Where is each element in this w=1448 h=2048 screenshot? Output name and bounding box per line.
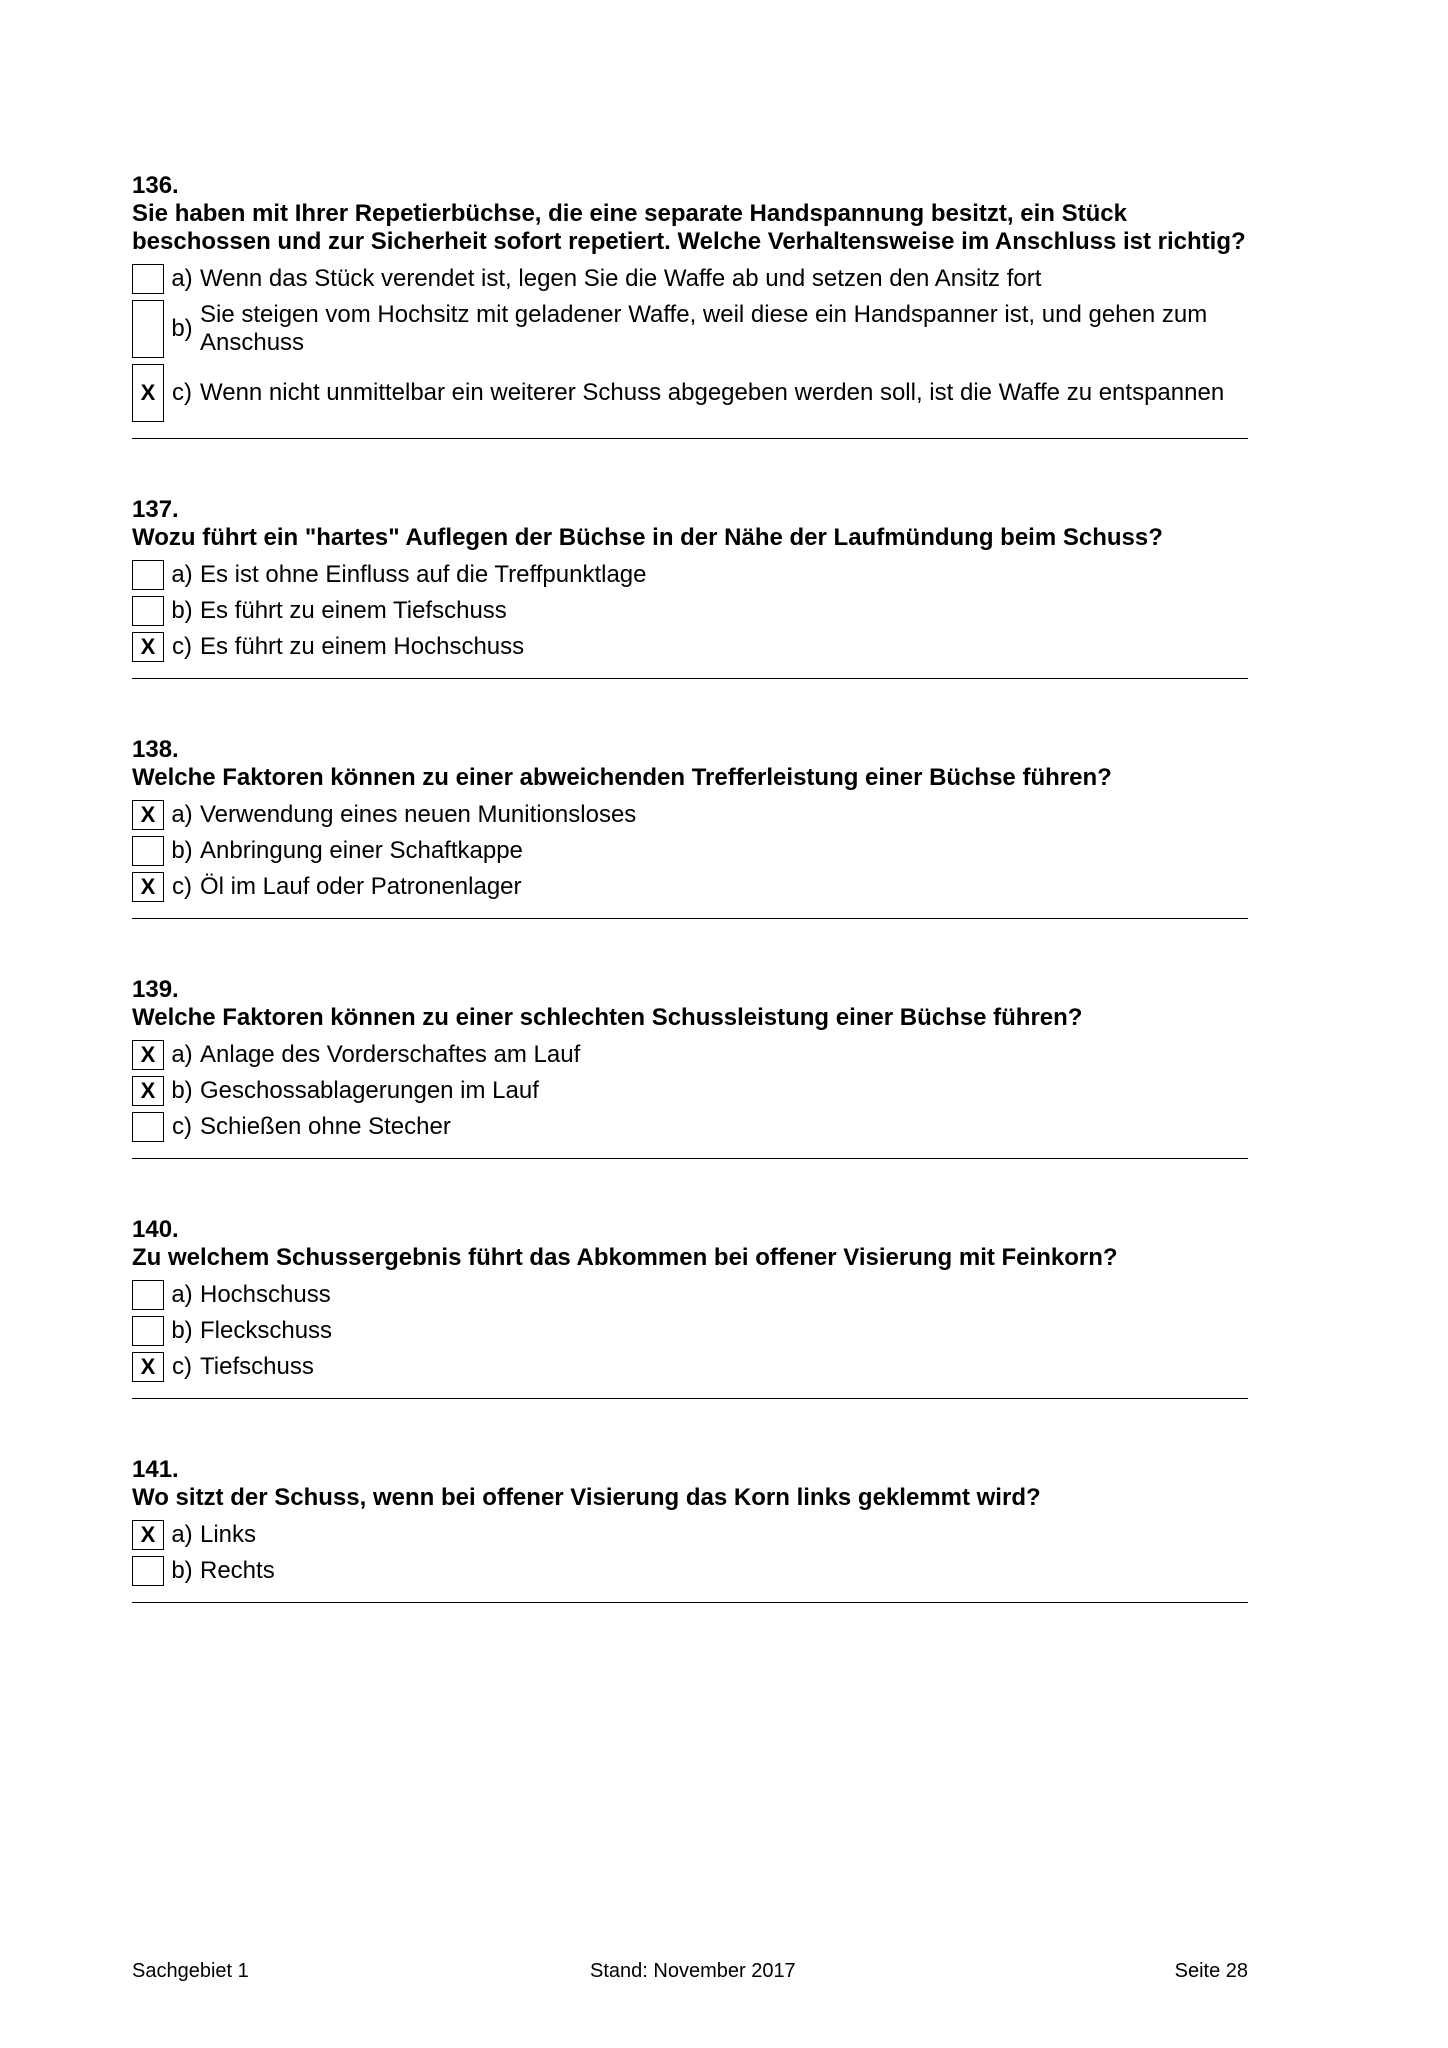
option-letter: a)	[171, 265, 193, 292]
option-text: Sie steigen vom Hochsitz mit geladener Waffe, weil diese ein Handspanner ist, und gehen zum Anschuss	[200, 301, 1208, 356]
option-letter: b)	[171, 597, 193, 624]
footer-page-number: Seite 28	[1174, 1960, 1248, 1982]
option-letter: a)	[171, 1521, 193, 1548]
option-text: Wenn nicht unmittelbar ein weiterer Schuss abgegeben werden soll, ist die Waffe zu entspannen	[200, 379, 1225, 406]
option-text: Wenn das Stück verendet ist, legen Sie die Waffe ab und setzen den Ansitz fort	[200, 265, 1042, 292]
option-text: Öl im Lauf oder Patronenlager	[200, 873, 522, 900]
option-text: Fleckschuss	[200, 1317, 333, 1344]
option-text: Hochschuss	[200, 1281, 331, 1308]
answer-option	[132, 364, 1248, 422]
option-letter: c)	[172, 379, 192, 406]
option-letter: b)	[171, 1317, 193, 1344]
answer-option	[132, 836, 1248, 866]
option-letter: a)	[171, 1041, 193, 1068]
question-block	[132, 976, 1248, 1159]
answer-checkbox[interactable]	[132, 264, 164, 294]
option-letter: c)	[172, 1353, 192, 1380]
answer-option	[132, 1112, 1248, 1142]
answer-option	[132, 1076, 1248, 1106]
question-block	[132, 496, 1248, 679]
option-letter: b)	[171, 1077, 193, 1104]
question-number: 138.	[132, 736, 179, 763]
answer-option	[132, 1352, 1248, 1382]
answer-checkbox[interactable]	[132, 1556, 164, 1586]
option-text: Rechts	[200, 1557, 275, 1584]
answer-checkbox[interactable]	[132, 1316, 164, 1346]
option-text: Anlage des Vorderschaftes am Lauf	[200, 1041, 581, 1068]
answer-checkbox[interactable]	[132, 836, 164, 866]
option-text: Verwendung eines neuen Munitionsloses	[200, 801, 637, 828]
answer-option	[132, 1520, 1248, 1550]
answer-checkbox[interactable]: X	[132, 872, 164, 902]
answer-checkbox[interactable]	[132, 1112, 164, 1142]
option-letter: a)	[171, 561, 193, 588]
question-block	[132, 1216, 1248, 1399]
option-letter: c)	[172, 873, 192, 900]
answer-option	[132, 872, 1248, 902]
question-number: 140.	[132, 1216, 179, 1243]
answer-checkbox[interactable]: X	[132, 1352, 164, 1382]
option-letter: c)	[172, 1113, 192, 1140]
answer-checkbox[interactable]: X	[132, 1076, 164, 1106]
question-text: Zu welchem Schussergebnis führt das Abkommen bei offener Visierung mit Feinkorn?	[132, 1244, 1118, 1271]
option-text: Anbringung einer Schaftkappe	[200, 837, 523, 864]
option-text: Es führt zu einem Hochschuss	[200, 633, 525, 660]
answer-checkbox[interactable]: X	[132, 1520, 164, 1550]
answer-option	[132, 1040, 1248, 1070]
question-number: 136.	[132, 172, 179, 199]
option-text: Es führt zu einem Tiefschuss	[200, 597, 507, 624]
answer-option	[132, 300, 1248, 358]
option-letter: b)	[171, 315, 193, 342]
option-letter: b)	[171, 837, 193, 864]
answer-option	[132, 264, 1248, 294]
answer-option	[132, 560, 1248, 590]
answer-option	[132, 632, 1248, 662]
option-letter: c)	[172, 633, 192, 660]
question-block	[132, 1456, 1248, 1603]
option-letter: a)	[171, 1281, 193, 1308]
answer-checkbox[interactable]: X	[132, 800, 164, 830]
option-text: Schießen ohne Stecher	[200, 1113, 451, 1140]
answer-option	[132, 1316, 1248, 1346]
answer-checkbox[interactable]	[132, 1280, 164, 1310]
footer-date-label: Stand: November 2017	[590, 1960, 796, 1982]
option-text: Links	[200, 1521, 257, 1548]
question-number: 141.	[132, 1456, 179, 1483]
question-block	[132, 736, 1248, 919]
answer-checkbox[interactable]: X	[132, 364, 164, 422]
option-text: Geschossablagerungen im Lauf	[200, 1077, 539, 1104]
answer-checkbox[interactable]	[132, 596, 164, 626]
answer-checkbox[interactable]	[132, 560, 164, 590]
option-letter: b)	[171, 1557, 193, 1584]
answer-checkbox[interactable]: X	[132, 1040, 164, 1070]
answer-option	[132, 800, 1248, 830]
page-footer	[132, 1957, 1248, 1985]
question-list	[132, 172, 1248, 1660]
footer-section-label: Sachgebiet 1	[132, 1960, 249, 1982]
option-text: Es ist ohne Einfluss auf die Treffpunktlage	[200, 561, 647, 588]
option-letter: a)	[171, 801, 193, 828]
answer-option	[132, 1556, 1248, 1586]
question-number: 137.	[132, 496, 179, 523]
answer-option	[132, 596, 1248, 626]
question-block	[132, 172, 1248, 439]
question-number: 139.	[132, 976, 179, 1003]
question-text: Welche Faktoren können zu einer schlechten Schussleistung einer Büchse führen?	[132, 1004, 1083, 1031]
answer-checkbox[interactable]: X	[132, 632, 164, 662]
answer-checkbox[interactable]	[132, 300, 164, 358]
question-text: Sie haben mit Ihrer Repetierbüchse, die eine separate Handspannung besitzt, ein Stück beschossen und zur Sicherheit sofort repetiert. Welche Verhaltensweise im Anschluss ist richtig?	[132, 200, 1246, 255]
question-text: Welche Faktoren können zu einer abweichenden Trefferleistung einer Büchse führen?	[132, 764, 1112, 791]
option-text: Tiefschuss	[200, 1353, 314, 1380]
question-text: Wozu führt ein "hartes" Auflegen der Büchse in der Nähe der Laufmündung beim Schuss?	[132, 524, 1163, 551]
question-text: Wo sitzt der Schuss, wenn bei offener Visierung das Korn links geklemmt wird?	[132, 1484, 1041, 1511]
answer-option	[132, 1280, 1248, 1310]
